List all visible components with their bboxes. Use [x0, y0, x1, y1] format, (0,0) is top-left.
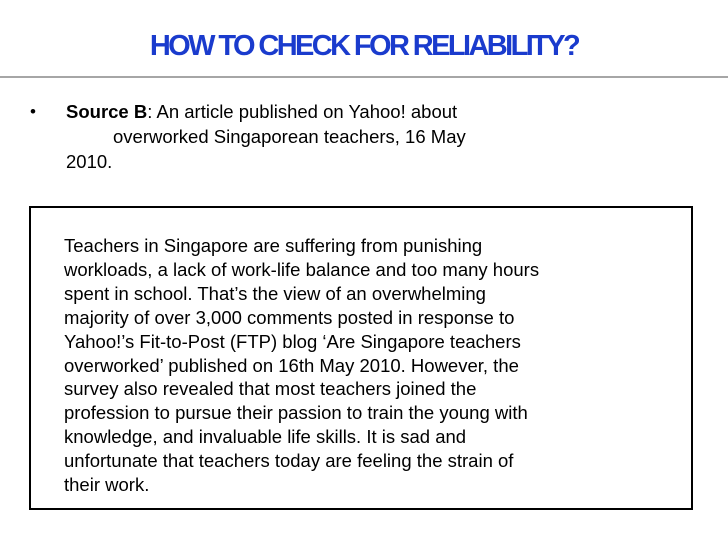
excerpt-line: knowledge, and invaluable life skills. It is sad and — [64, 426, 467, 448]
title-divider — [0, 76, 728, 78]
excerpt-line: their work. — [64, 474, 150, 496]
source-description: : An article published on Yahoo! about — [147, 101, 458, 122]
bullet-line — [66, 99, 626, 124]
excerpt-line: unfortunate that teachers today are feeling the strain of — [64, 450, 514, 472]
bullet-line: 2010. — [66, 151, 113, 172]
excerpt-line: overworked’ published on 16th May 2010. However, the — [64, 354, 519, 376]
source-label: Source B — [66, 101, 148, 122]
excerpt-line: majority of over 3,000 comments posted in response to — [64, 306, 515, 328]
slide-title: HOW TO CHECK FOR RELIABILITY? — [149, 30, 579, 62]
excerpt-line: survey also revealed that most teachers joined the — [64, 378, 477, 400]
excerpt-line: spent in school. That’s the view of an overwhelming — [64, 282, 486, 304]
bullet-text — [66, 99, 626, 174]
source-excerpt — [64, 234, 692, 497]
excerpt-line: Teachers in Singapore are suffering from punishing — [64, 235, 483, 256]
bullet-dot-icon: • — [30, 102, 36, 121]
excerpt-line: workloads, a lack of work-life balance and too many hours — [64, 258, 540, 280]
excerpt-line: Yahoo!’s Fit-to-Post (FTP) blog ‘Are Singapore teachers — [64, 330, 521, 352]
excerpt-line: profession to pursue their passion to train the young with — [64, 402, 528, 424]
bullet-line: overworked Singaporean teachers, 16 May — [113, 126, 466, 147]
source-excerpt-box — [29, 206, 693, 510]
